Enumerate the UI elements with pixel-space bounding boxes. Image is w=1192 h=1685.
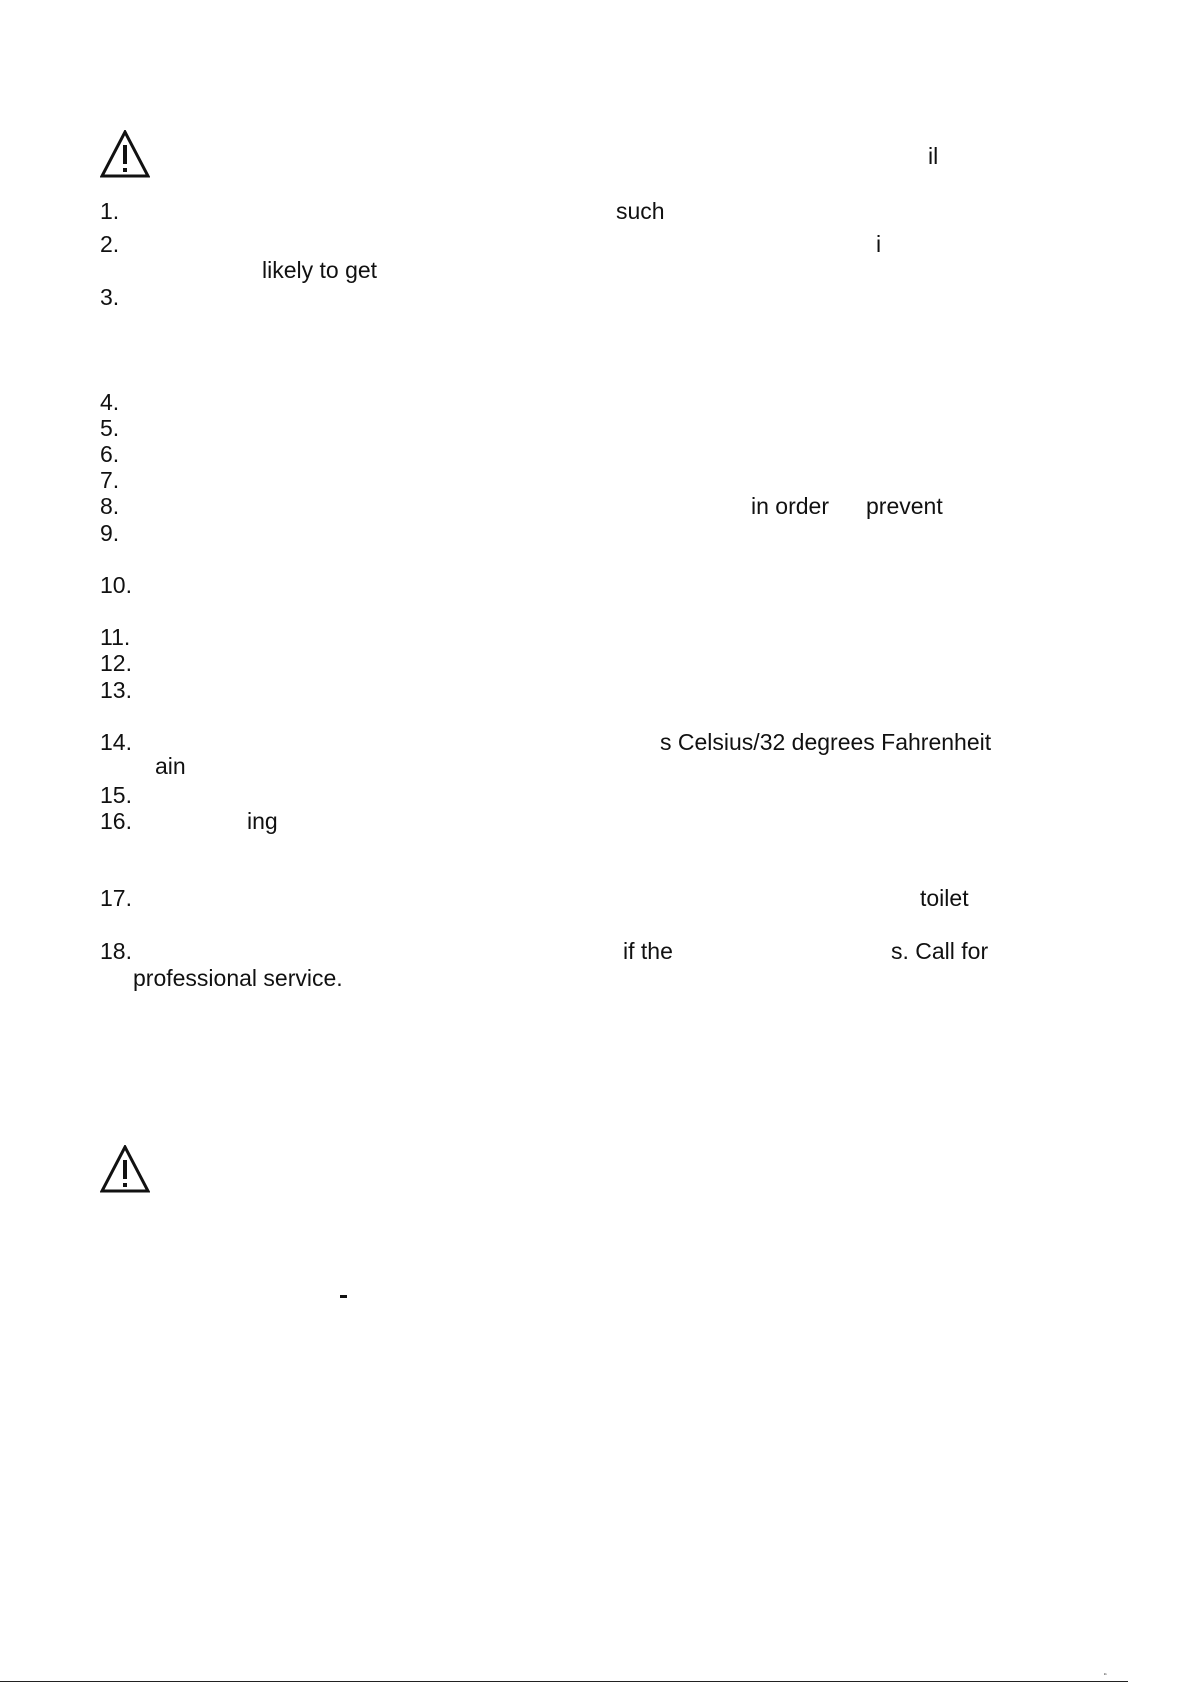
item-text-fragment: in order [751, 493, 829, 519]
item-text-fragment: ain [155, 753, 186, 779]
item-number: 8. [100, 493, 120, 519]
item-text-fragment: professional service. [133, 965, 343, 991]
item-number: 12. [100, 650, 132, 676]
item-number: 16. [100, 808, 132, 834]
item-text-fragment: toilet [920, 885, 969, 911]
footer-rule [0, 1681, 1128, 1682]
item-text-fragment: s. Call for [891, 938, 989, 964]
item-number: 5. [100, 415, 120, 441]
item-text-fragment: prevent [866, 493, 943, 519]
item-text-fragment: s Celsius/32 degrees Fahrenheit [660, 729, 992, 755]
item-number: 1. [100, 198, 120, 224]
item-text-fragment: ing [247, 808, 278, 834]
item-text-fragment: such [616, 198, 665, 224]
item-number: 3. [100, 284, 120, 310]
item-text-fragment: likely to get [262, 257, 378, 283]
item-number: 14. [100, 729, 132, 755]
item-number: 2. [100, 231, 120, 257]
item-number: 4. [100, 389, 120, 415]
item-number: 11. [100, 624, 131, 650]
item-text-fragment: i [876, 231, 882, 257]
item-number: 15. [100, 782, 132, 808]
warning-triangle-icon [100, 1145, 150, 1193]
warning-triangle-icon [100, 130, 150, 178]
item-number: 13. [100, 677, 132, 703]
item-number: 18. [100, 938, 132, 964]
item-text-fragment: if the [623, 938, 673, 964]
item-number: 9. [100, 520, 120, 546]
item-number: 7. [100, 467, 120, 493]
item-number: 6. [100, 441, 120, 467]
footer-corner-mark: “ [1104, 1672, 1107, 1681]
item-number: 10. [100, 572, 132, 598]
dash-mark [340, 1295, 347, 1298]
item-number: 17. [100, 885, 132, 911]
warning-text-fragment: il [928, 143, 939, 169]
